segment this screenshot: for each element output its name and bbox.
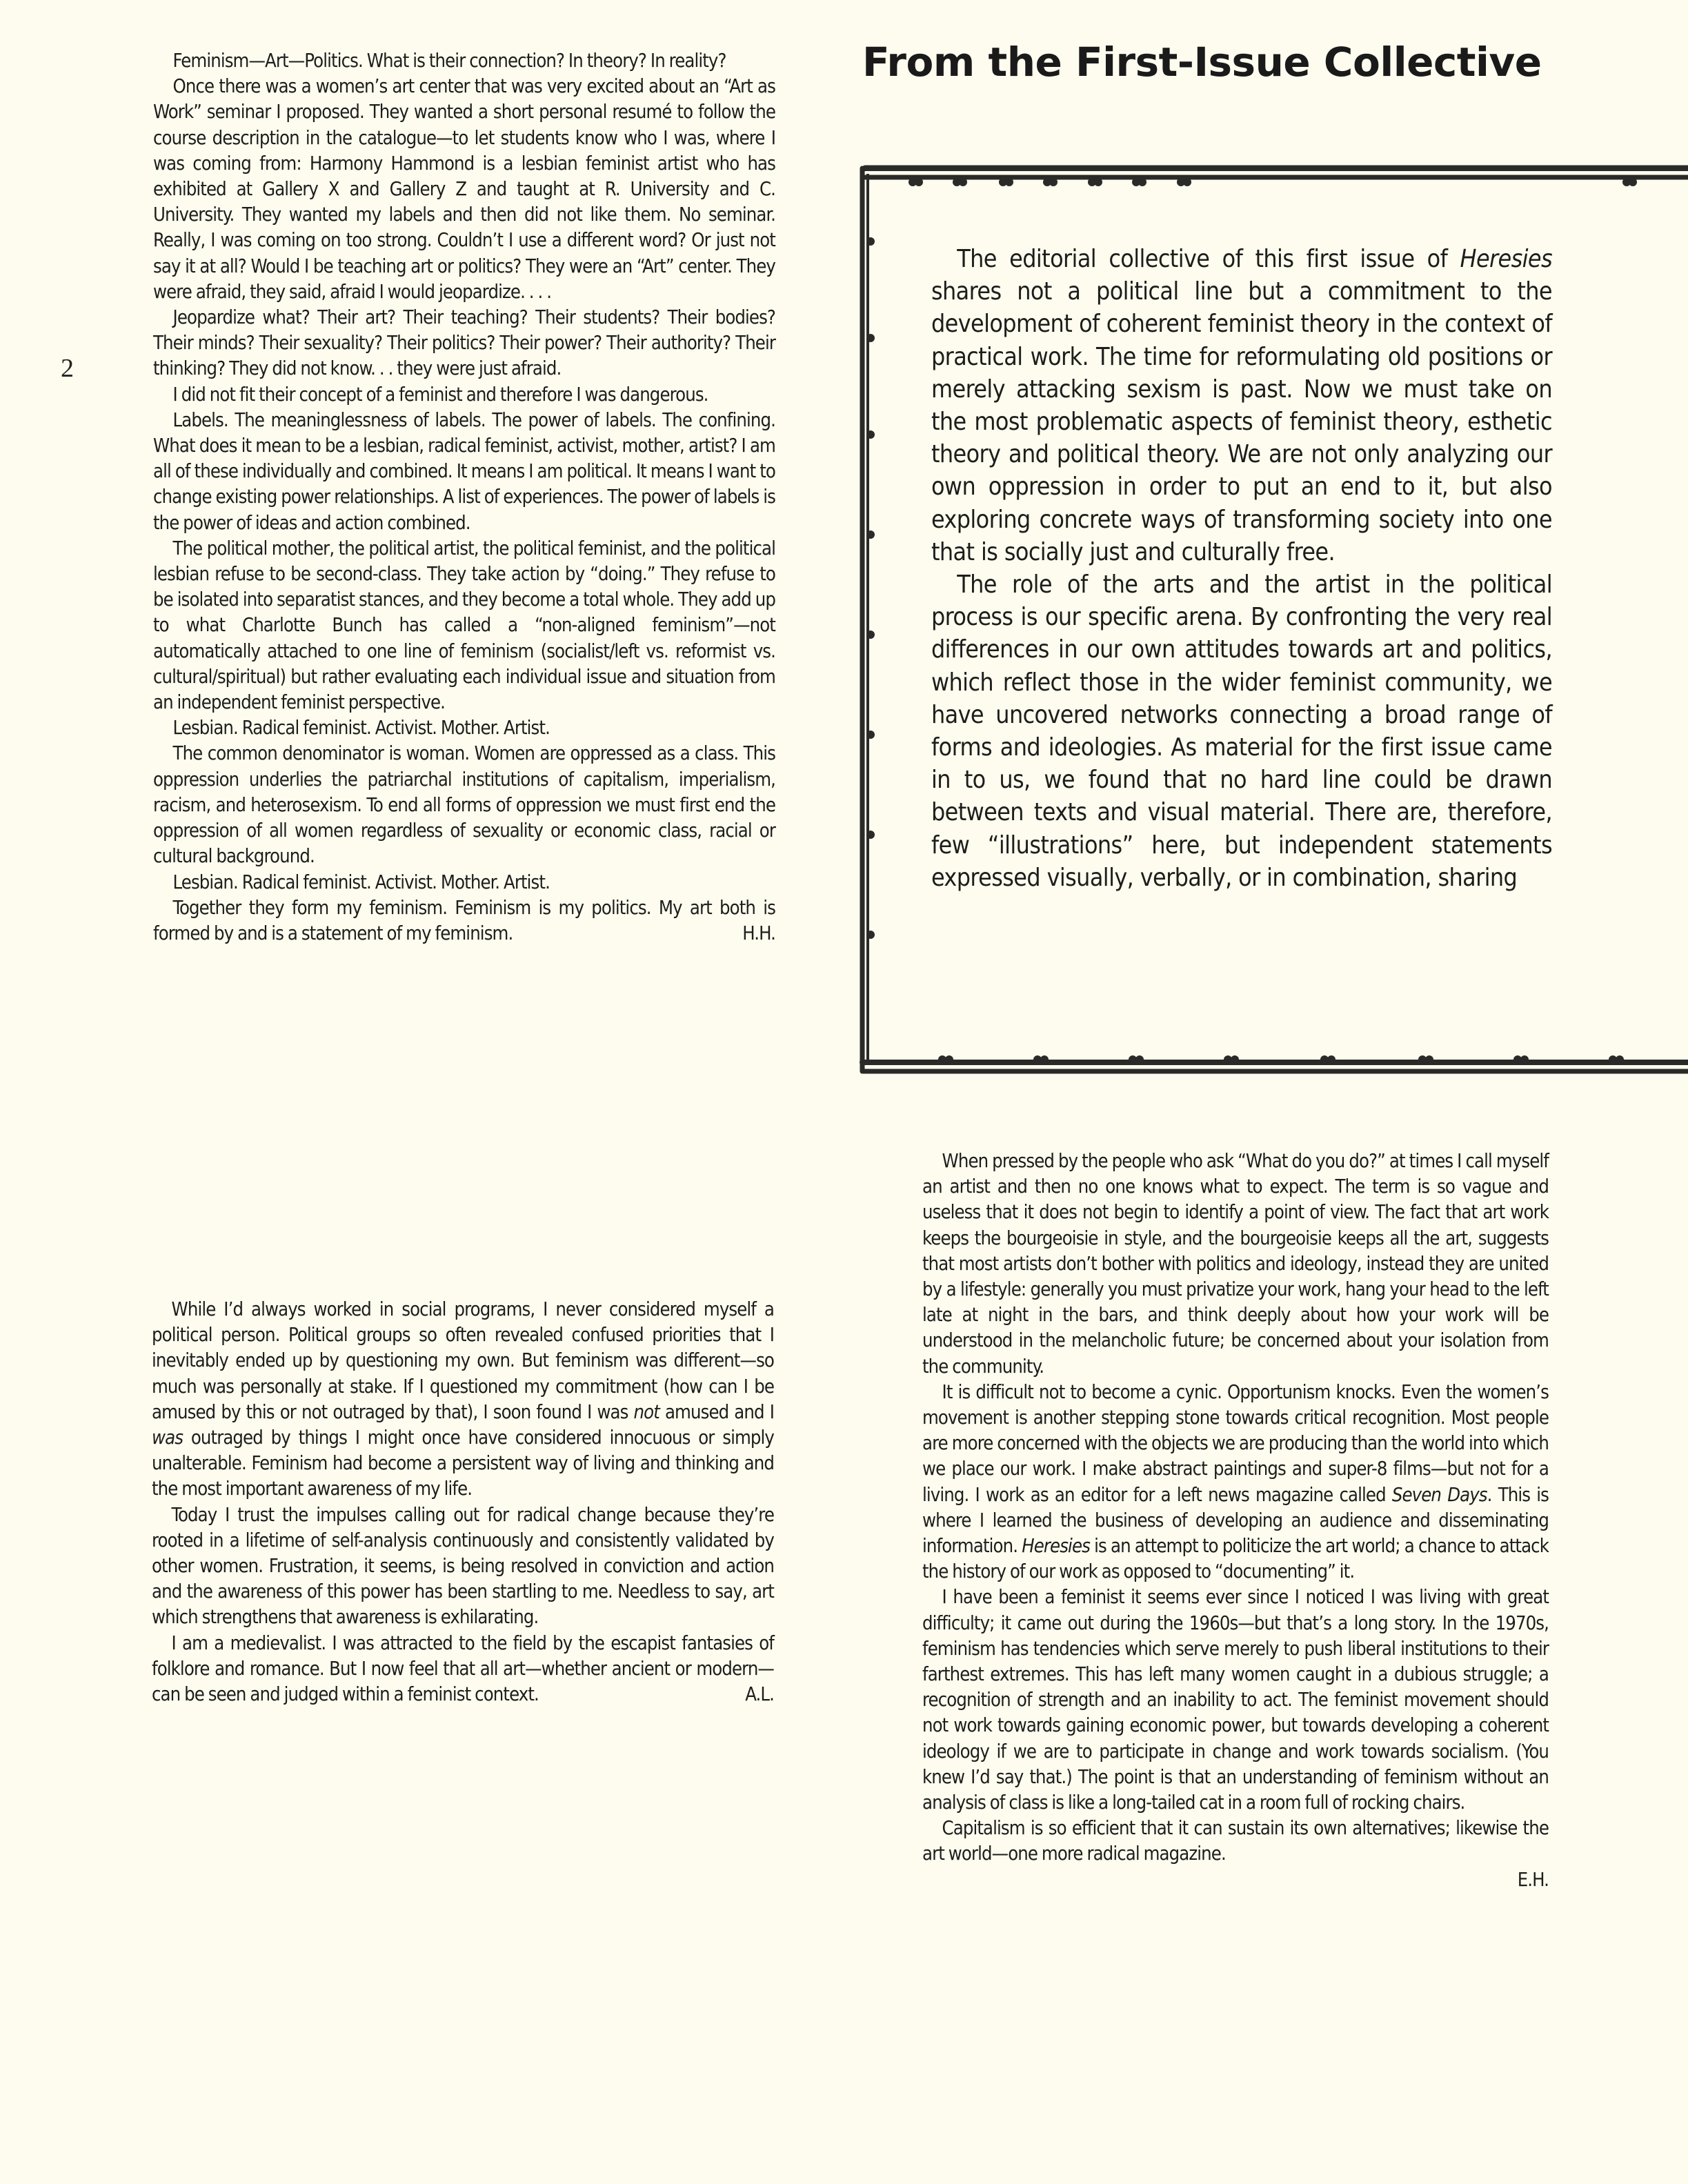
text-run: . This is where I learned the business of developing an audience and disseminating information. [922, 1484, 1549, 1558]
emphasis-was: was [152, 1427, 183, 1449]
paragraph: I did not fit their concept of a feminist and therefore I was dangerous. [172, 384, 708, 406]
paragraph: Capitalism is so efficient that it can sustain its own alternatives; likewise the art world—one more radical magazine. [922, 1818, 1549, 1865]
paragraph-text: Together they form my feminism. Feminism is my politics. My art both is formed by and is a statement of my feminism. [153, 897, 775, 944]
paragraph [152, 1297, 774, 1502]
essay-al [152, 1297, 774, 1707]
paragraph-text: I am a medievalist. I was attracted to the field by the escapist fantasies of folklore and romance. But I now feel that all art—whether ancient or modern—can be seen and judged within a feminist context. [152, 1632, 774, 1706]
page-title: From the First-Issue Collective [862, 39, 1542, 86]
page-number: 2 [61, 354, 74, 383]
paragraph: I have been a feminist it seems ever since I noticed I was living with great difficulty; it came out during the 1960s—but that’s a long story. In the 1970s, feminism has tendencies which serve merely to push liberal institutions to their farthest extremes. This has left many women caught in a dubious struggle; a recognition of strength and an inability to act. The feminist movement should not work towards gaining economic power, but towards developing a coherent ideology if we are to participate in change and work towards socialism. (You knew I’d say that.) The point is that an understanding of feminism without an analysis of class is like a long-tailed cat in a room full of rocking chairs. [922, 1587, 1549, 1814]
paragraph: Lesbian. Radical feminist. Activist. Mother. Artist. [172, 871, 550, 893]
paragraph-last [153, 895, 775, 946]
paragraph: The role of the arts and the artist in the political process is our specific arena. By confronting the very real differences in our own attitudes towards art and politics, which reflect those in the wider feminist community, we have uncovered networks connecting a broad range of forms and ideologies. As material for the first issue came in to us, we found that no hard line could be drawn between texts and visual material. There are, therefore, few “illustrations” here, but independent statements expressed visually, verbally, or in combination, sharing [931, 570, 1552, 892]
paragraph: Lesbian. Radical feminist. Activist. Mother. Artist. [172, 717, 550, 739]
text-run: outraged by things I might once have considered innocuous or simply unalterable. Feminism had become a persistent way of living and thinking and the most important awareness of my life. [152, 1427, 774, 1500]
text-run: While I’d always worked in social programs, I never considered myself a political person. Political groups so often revealed confused priorities that I inevitably ended up by questioning my own. But feminism was different—so much was personally at stake. If I questioned my commitment (how can I be amused by this or not outraged by that), I soon found I was [152, 1299, 774, 1423]
text-run: amused and I [659, 1401, 774, 1423]
paragraph: The common denominator is woman. Women are oppressed as a class. This oppression underlies the patriarchal institutions of capitalism, imperialism, racism, and heterosexism. To end all forms of oppression we must first end the oppression of all women regardless of sexuality or economic class, racial or cultural background. [153, 743, 775, 868]
author-signature: E.H. [1517, 1869, 1549, 1891]
magazine-name: Heresies [1022, 1536, 1090, 1558]
paragraph: Once there was a women’s art center that was very excited about an “Art as Work” seminar I proposed. They wanted a short personal resumé to follow the course description in the catalogue—to let students know who I was, where I was coming from: Harmony Hammond is a lesbian feminist artist who has exhibited at Gallery X and Gallery Z and taught at R. University and C. University. They wanted my labels and then did not like them. No seminar. Really, I was coming on too strong. Couldn’t I use a different word? Or just not say it at all? Would I be teaching art or politics? They were an “Art” center. They were afraid, they said, afraid I would jeopardize. . . . [153, 76, 775, 303]
essay-eh [922, 1149, 1549, 1893]
text-run: shares not a political line but a commitment to the development of coherent feminist theory in the context of practical work. The time for reformulating old positions or merely attacking sexism is past. Now we must take on the most problematic aspects of feminist theory, esthetic theory and political theory. We are not only analyzing our own oppression in order to put an end to it, but also exploring concrete ways of transforming society into one that is socially just and culturally free. [931, 277, 1552, 566]
paragraph: Feminism—Art—Politics. What is their connection? In theory? In reality? [172, 50, 726, 72]
text-run: is an attempt to politicize the art world; a chance to attack the history of our work as opposed to “documenting” it. [922, 1536, 1549, 1583]
paragraph [931, 243, 1552, 568]
magazine-name: Heresies [1460, 245, 1552, 273]
paragraph: The political mother, the political artist, the political feminist, and the political lesbian refuse to be second-class. They take action by “doing.” They refuse to be isolated into separatist stances, and they become a total whole. They add up to what Charlotte Bunch has called a “non-aligned feminism”—not automatically attached to one line of feminism (socialist/left vs. reformist vs. cultural/​spiritual) but rather evaluating each individual issue and situation from an independent feminist perspective. [153, 537, 775, 714]
editorial-statement [931, 243, 1552, 894]
essay-hh [153, 48, 775, 946]
author-signature: A.L. [745, 1684, 774, 1706]
paragraph: Jeopardize what? Their art? Their teaching? Their students? Their bodies? Their minds? Their sexuality? Their politics? Their power? Their authority? Their thinking? They did not know. . . they were just afraid. [153, 307, 775, 380]
paragraph: Today I trust the impulses calling out for radical change because they’re rooted in a lifetime of self-analysis continuously and consistently validated by other women. Frustration, it seems, is being resolved in conviction and action and the awareness of this power has been startling to me. Needless to say, art which strengthens that awareness is exhilarating. [152, 1504, 774, 1629]
magazine-name: Seven Days [1391, 1484, 1487, 1506]
author-signature: H.H. [742, 922, 775, 944]
text-run: It is difficult not to become a cynic. Opportunism knocks. Even the women’s movement is another stepping stone towards critical recognition. Most people are more concerned with the objects we are producing than the world into which we place our work. I make abstract paintings and super-8 films—but not for a living. I work as an editor for a left news magazine called [922, 1381, 1549, 1506]
emphasis-not: not [633, 1401, 659, 1423]
paragraph: When pressed by the people who ask “What do you do?” at times I call myself an artist and then no one knows what to expect. The term is so vague and useless that it does not begin to identify a point of view. The fact that art work keeps the bourgeoisie in style, and the bourgeoisie keeps all the art, suggests that most artists don’t bother with politics and ideology, instead they are united by a lifestyle: generally you must privatize your work, hang your head to the left late at night in the bars, and think deeply about how your work will be understood in the melancholic future; be concerned about your isolation from the community. [922, 1151, 1549, 1378]
paragraph [922, 1380, 1549, 1585]
paragraph-last [152, 1631, 774, 1708]
text-run: The editorial collective of this first issue of [957, 245, 1460, 273]
paragraph: Labels. The meaninglessness of labels. The power of labels. The confining. What does it mean to be a lesbian, radical feminist, activist, mother, artist? I am all of these individually and combined. It means I am political. It means I want to change existing power relationships. A list of experiences. The power of labels is the power of ideas and action combined. [153, 409, 775, 534]
